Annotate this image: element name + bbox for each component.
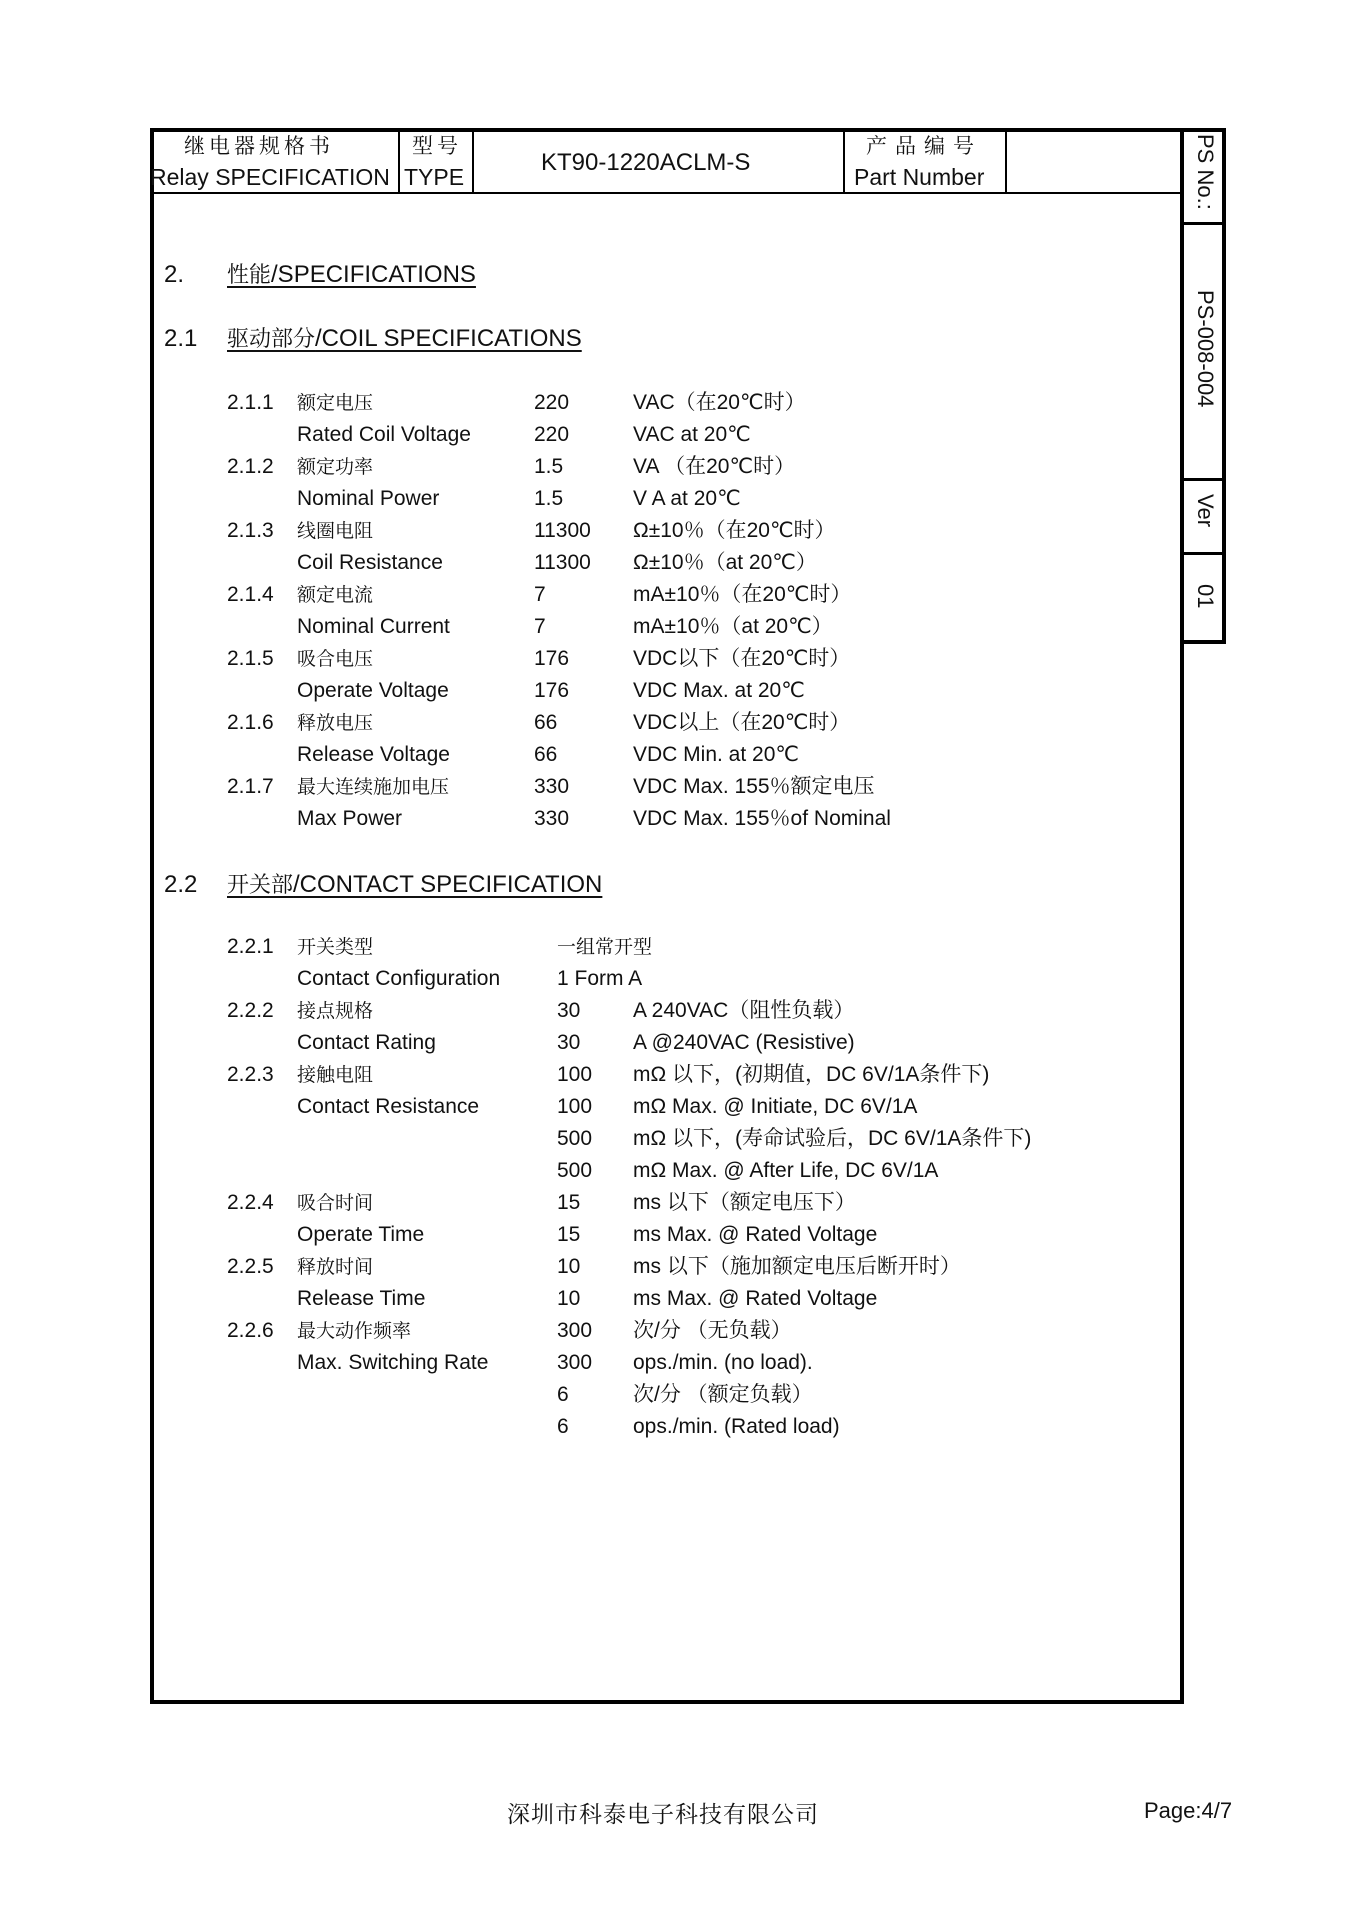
spec-value: 300: [557, 1319, 593, 1342]
spec-label: 线圈电阻: [297, 520, 374, 542]
section-2-2-number: 2.2: [164, 871, 198, 898]
spec-number: 2.1.1: [227, 391, 274, 414]
side-divider: [1184, 478, 1226, 481]
spec-label: 释放电压: [297, 712, 374, 734]
spec-label: 最大连续施加电压: [297, 776, 450, 798]
spec-label: 接点规格: [297, 1000, 374, 1022]
header-col-divider: [1005, 128, 1007, 194]
spec-unit: VDC Max. at 20℃: [633, 679, 805, 702]
spec-label: 额定电压: [297, 392, 374, 414]
section-2-1-title-en: /COIL SPECIFICATIONS: [315, 325, 582, 352]
spec-value: 176: [534, 647, 570, 670]
spec-unit: VDC Max. 155％of Nominal: [633, 807, 891, 830]
spec-number: 2.1.2: [227, 455, 274, 478]
spec-value: 15: [557, 1191, 581, 1214]
spec-value: 11300: [534, 551, 591, 574]
spec-label: Contact Configuration: [297, 967, 501, 990]
section-2-2-title: [227, 870, 602, 901]
spec-value: 30: [557, 1031, 581, 1054]
spec-value: 300: [557, 1351, 593, 1374]
spec-value: 11300: [534, 519, 591, 542]
spec-unit: ops./min. (no load).: [633, 1351, 813, 1374]
spec-unit: VDC Min. at 20℃: [633, 743, 799, 766]
spec-value: 1.5: [534, 487, 564, 510]
spec-frame: [150, 128, 1184, 1704]
spec-unit: VDC以上（在20℃时）: [633, 711, 851, 734]
spec-label: Release Time: [297, 1287, 426, 1310]
spec-value: 176: [534, 679, 570, 702]
spec-value: 30: [557, 999, 581, 1022]
header-col-divider: [472, 128, 474, 194]
spec-value: 6: [557, 1415, 569, 1438]
spec-label: Coil Resistance: [297, 551, 443, 574]
spec-label: 吸合电压: [297, 648, 374, 670]
spec-unit: mΩ Max. @ Initiate, DC 6V/1A: [633, 1095, 918, 1118]
spec-value: 220: [534, 391, 570, 414]
ps-no-value: PS-008-004: [1193, 290, 1218, 408]
spec-unit: mΩ 以下，(寿命试验后，DC 6V/1A条件下): [633, 1127, 1032, 1150]
spec-value: 1 Form A: [557, 967, 643, 990]
section-2-2-title-en: /CONTACT SPECIFICATION: [293, 871, 603, 898]
spec-unit: ops./min. (Rated load): [633, 1415, 840, 1438]
spec-number: 2.1.5: [227, 647, 274, 670]
section-2-number: 2.: [164, 261, 185, 288]
spec-label: Max Power: [297, 807, 403, 830]
spec-value: 一组常开型: [557, 936, 653, 958]
spec-label: 吸合时间: [297, 1192, 374, 1214]
spec-number: 2.2.5: [227, 1255, 274, 1278]
spec-value: 330: [534, 775, 570, 798]
spec-unit: ms Max. @ Rated Voltage: [633, 1223, 878, 1246]
spec-label: Nominal Power: [297, 487, 440, 510]
spec-number: 2.2.6: [227, 1319, 274, 1342]
header-col-divider: [398, 128, 400, 194]
section-2-1-title-cn: 驱动部分: [227, 327, 316, 352]
spec-value: 100: [557, 1095, 593, 1118]
page-number: Page:4/7: [1144, 1798, 1233, 1823]
spec-unit: 次/分 （额定负载）: [633, 1383, 813, 1406]
section-2-2-title-cn: 开关部: [227, 873, 294, 898]
spec-number: 2.2.2: [227, 999, 274, 1022]
ver-value: 01: [1193, 584, 1218, 609]
spec-label: 释放时间: [297, 1256, 374, 1278]
spec-unit: A 240VAC（阻性负载）: [633, 999, 855, 1022]
side-divider: [1184, 552, 1226, 555]
type-label-cn: 型号: [412, 134, 462, 158]
spec-number: 2.2.4: [227, 1191, 274, 1214]
spec-label: Operate Voltage: [297, 679, 449, 702]
spec-unit: VAC（在20℃时）: [633, 391, 806, 414]
spec-label: 接触电阻: [297, 1064, 374, 1086]
spec-label: Rated Coil Voltage: [297, 423, 471, 446]
section-2-1-title: [227, 324, 582, 355]
spec-unit: mA±10％（在20℃时）: [633, 583, 852, 606]
spec-unit: VDC以下（在20℃时）: [633, 647, 851, 670]
spec-number: 2.1.4: [227, 583, 274, 606]
spec-unit: Ω±10％（at 20℃）: [633, 551, 817, 574]
spec-unit: VA （在20℃时）: [633, 455, 796, 478]
section-2-title-cn: 性能: [227, 263, 272, 288]
doc-title-en: Relay SPECIFICATION: [150, 164, 390, 190]
part-label-en: Part Number: [854, 164, 985, 190]
section-2-1-number: 2.1: [164, 325, 198, 352]
ps-no-label: PS No.:: [1193, 134, 1218, 210]
spec-value: 7: [534, 583, 546, 606]
spec-value: 66: [534, 743, 558, 766]
ver-label: Ver: [1193, 494, 1218, 528]
type-value: KT90-1220ACLM-S: [541, 149, 751, 176]
spec-label: Contact Resistance: [297, 1095, 480, 1118]
spec-label: 额定功率: [297, 456, 374, 478]
spec-value: 6: [557, 1383, 569, 1406]
spec-unit: VDC Max. 155％额定电压: [633, 775, 875, 798]
company-name: 深圳市科泰电子科技有限公司: [507, 1802, 819, 1828]
spec-number: 2.2.1: [227, 935, 274, 958]
spec-unit: VAC at 20℃: [633, 423, 751, 446]
spec-value: 10: [557, 1287, 581, 1310]
type-label-en: TYPE: [404, 164, 465, 190]
spec-unit: Ω±10％（在20℃时）: [633, 519, 836, 542]
spec-unit: mΩ 以下，(初期值，DC 6V/1A条件下): [633, 1063, 990, 1086]
spec-label: Contact Rating: [297, 1031, 436, 1054]
spec-value: 7: [534, 615, 546, 638]
spec-unit: A @240VAC (Resistive): [633, 1031, 855, 1054]
spec-unit: 次/分 （无负载）: [633, 1319, 792, 1342]
spec-unit: ms 以下（施加额定电压后断开时）: [633, 1255, 961, 1278]
spec-value: 100: [557, 1063, 593, 1086]
spec-label: Operate Time: [297, 1223, 425, 1246]
spec-number: 2.1.6: [227, 711, 274, 734]
spec-value: 10: [557, 1255, 581, 1278]
spec-unit: mA±10％（at 20℃）: [633, 615, 833, 638]
spec-value: 500: [557, 1159, 593, 1182]
spec-label: 开关类型: [297, 936, 374, 958]
spec-label: 额定电流: [297, 584, 374, 606]
side-divider: [1184, 222, 1226, 225]
section-2-title-en: /SPECIFICATIONS: [271, 261, 476, 288]
spec-value: 330: [534, 807, 570, 830]
spec-label: Nominal Current: [297, 615, 450, 638]
spec-label: 最大动作频率: [297, 1320, 412, 1342]
spec-value: 500: [557, 1127, 593, 1150]
spec-unit: V A at 20℃: [633, 487, 741, 510]
spec-number: 2.1.7: [227, 775, 274, 798]
spec-unit: ms Max. @ Rated Voltage: [633, 1287, 878, 1310]
spec-label: Max. Switching Rate: [297, 1351, 489, 1374]
spec-value: 66: [534, 711, 558, 734]
header-col-divider: [843, 128, 845, 194]
spec-value: 15: [557, 1223, 581, 1246]
spec-unit: mΩ Max. @ After Life, DC 6V/1A: [633, 1159, 939, 1182]
part-label-cn: 产品编号: [866, 134, 982, 158]
spec-value: 220: [534, 423, 570, 446]
spec-label: Release Voltage: [297, 743, 450, 766]
spec-number: 2.2.3: [227, 1063, 274, 1086]
section-2-title: [227, 260, 476, 291]
spec-unit: ms 以下（额定电压下）: [633, 1191, 856, 1214]
header-divider: [150, 192, 1184, 194]
spec-value: 1.5: [534, 455, 564, 478]
doc-title-cn: 继电器规格书: [184, 134, 334, 158]
spec-number: 2.1.3: [227, 519, 274, 542]
